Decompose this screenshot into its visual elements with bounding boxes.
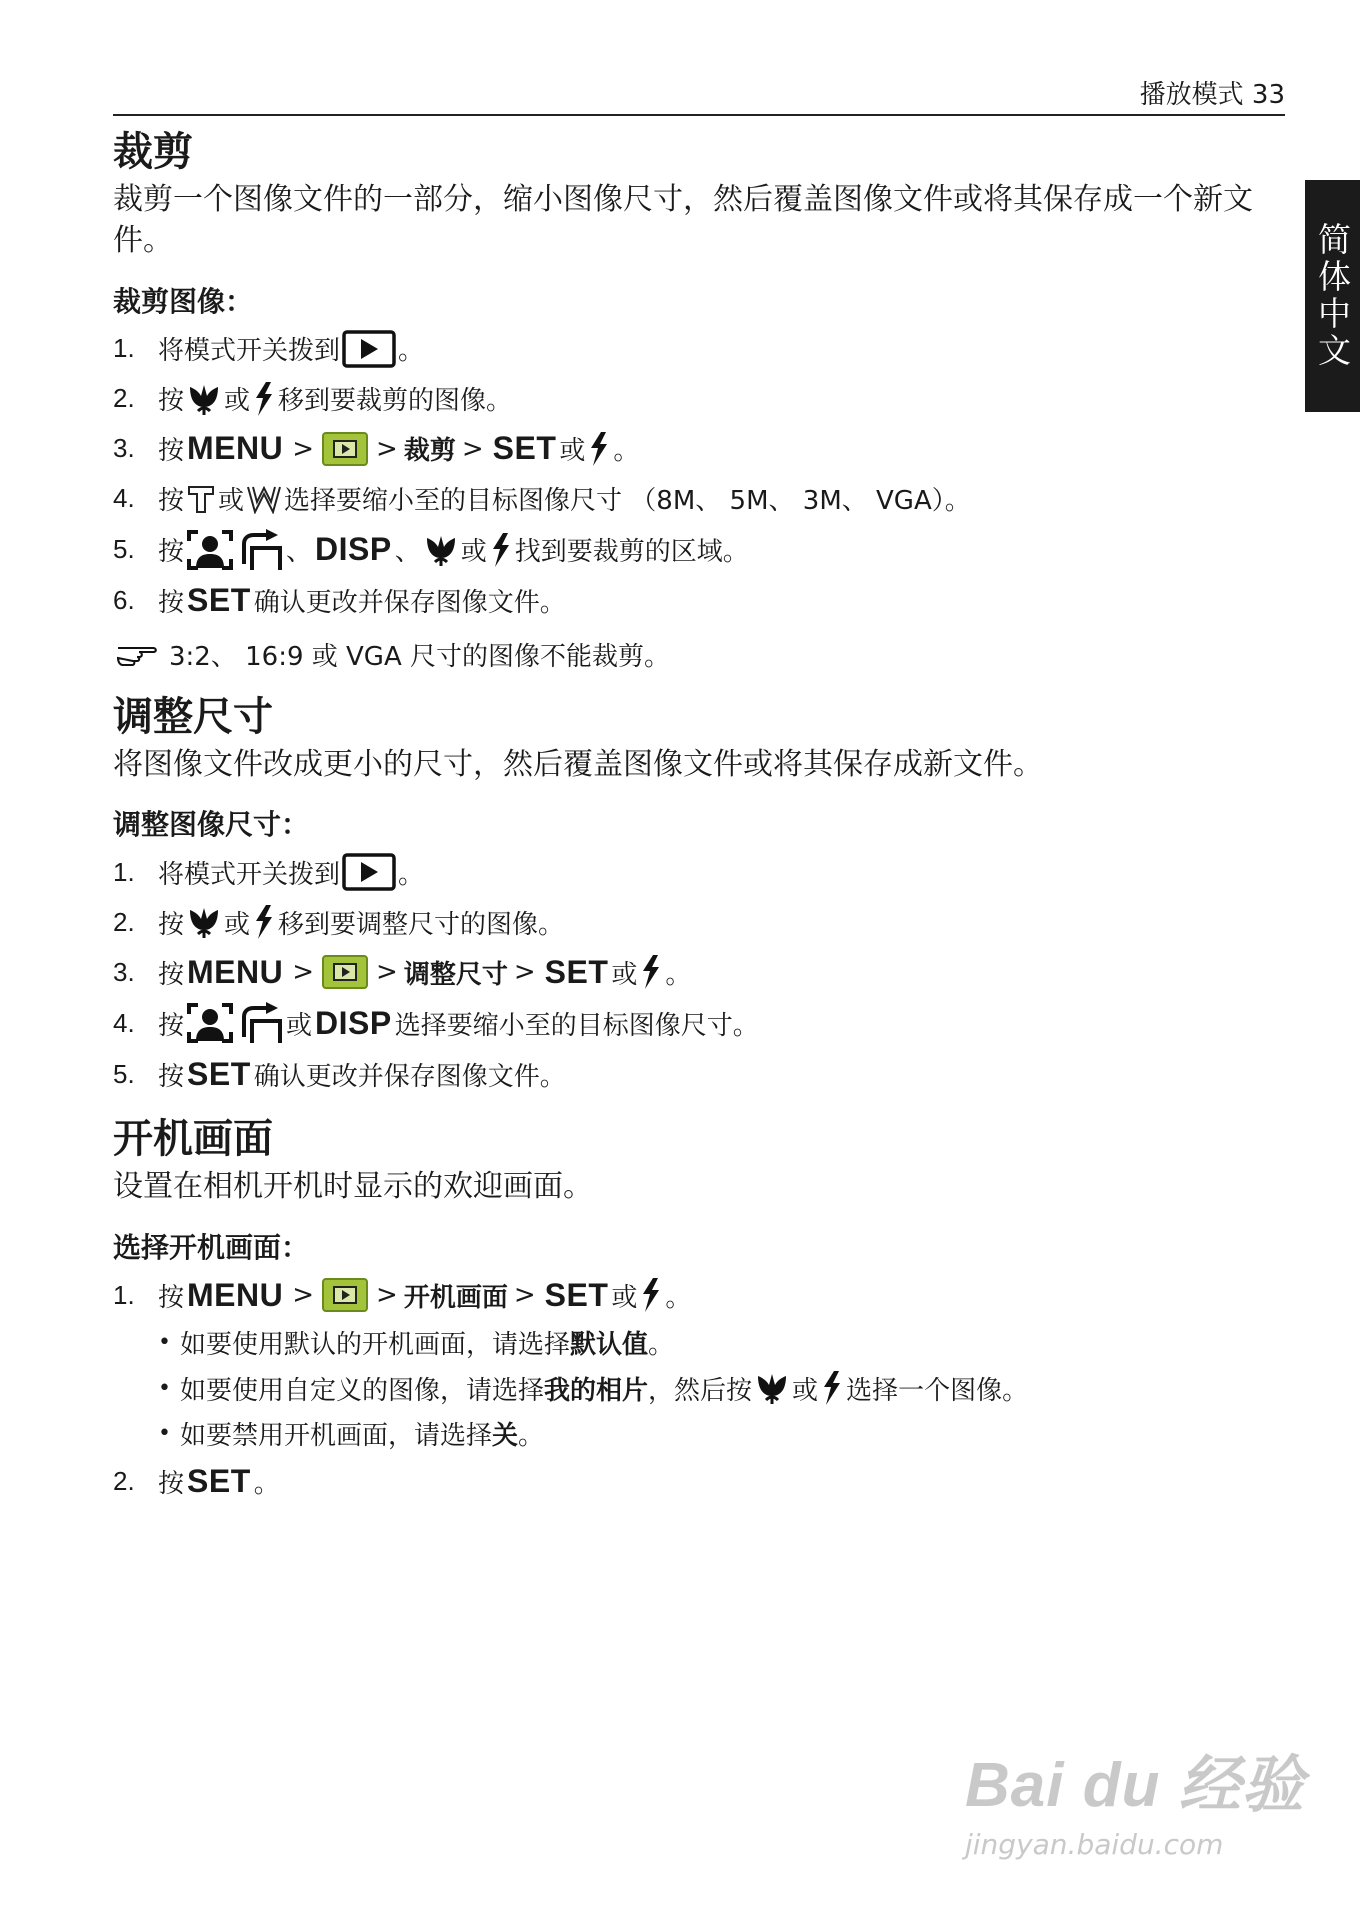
step-text: 、: [394, 537, 421, 568]
crop-step-2: [113, 378, 1285, 420]
step-text: 按: [158, 1010, 185, 1041]
watermark-logo: Bai du 经验: [965, 1751, 1305, 1820]
startup-bullet-2: [158, 1369, 1285, 1407]
disp-key-label: DISP: [315, 531, 392, 568]
step-text: 按: [158, 1282, 185, 1313]
step-text: 按: [158, 386, 185, 417]
playback-menu-icon: [322, 432, 368, 466]
menu-separator: >: [513, 1280, 536, 1311]
face-detect-icon: [186, 1002, 234, 1044]
step-text: 将模式开关拨到: [158, 336, 341, 367]
bullet-text: 如要使用默认的开机画面，请选择: [180, 1330, 571, 1361]
step-text: 按: [158, 588, 185, 619]
step-number: 1.: [113, 333, 135, 364]
step-text: 选择要缩小至的目标图像尺寸。: [394, 1010, 759, 1041]
step-text: 或: [559, 436, 586, 467]
step-number: 2.: [113, 383, 135, 414]
bullet-text: ，然后按: [648, 1375, 753, 1406]
playback-mode-icon: [342, 330, 396, 368]
flash-icon: [587, 430, 611, 468]
startup-bullet-1: [158, 1324, 1285, 1361]
crop-heading: 裁剪: [113, 129, 193, 175]
step-text: 按: [158, 486, 185, 517]
step-number: 3.: [113, 956, 135, 987]
startup-description: 设置在相机开机时显示的欢迎画面。: [113, 1169, 593, 1205]
menu-key-label: MENU: [187, 953, 284, 990]
startup-bullet-3: [158, 1415, 1285, 1452]
menu-item-label: 裁剪: [403, 436, 456, 467]
startup-step-2: [113, 1460, 1285, 1502]
step-text: 按: [158, 436, 185, 467]
menu-separator: >: [376, 433, 398, 464]
startup-subheading: 选择开机画面：: [113, 1231, 310, 1265]
crop-description: 裁剪一个图像文件的一部分，缩小图像尺寸，然后覆盖图像文件或将其保存成一个新文件。: [113, 182, 1253, 258]
startup-section: [113, 1113, 1285, 1502]
step-text: 找到要裁剪的区域。: [514, 537, 749, 568]
disp-key-label: DISP: [315, 1004, 392, 1041]
step-text: 确认更改并保存图像文件。: [253, 1061, 566, 1092]
menu-separator: >: [376, 957, 398, 988]
flash-icon: [252, 903, 276, 941]
step-text: 将模式开关拨到: [158, 859, 341, 890]
playback-menu-icon: [322, 1278, 368, 1312]
step-text: 或: [286, 1010, 313, 1041]
page-header-title: 播放模式 33: [1139, 80, 1285, 110]
startup-step-1: [113, 1274, 1285, 1316]
set-key-label: SET: [187, 582, 251, 619]
note-hand-icon: [115, 640, 161, 668]
step-text: 。: [665, 959, 692, 990]
menu-item-label: 开机画面: [403, 1282, 508, 1313]
resize-description: 将图像文件改成更小的尺寸，然后覆盖图像文件或将其保存成新文件。: [113, 746, 1043, 782]
step-text: 或: [218, 486, 245, 517]
startup-heading: 开机画面: [113, 1116, 273, 1163]
watermark-url: jingyan.baidu.com: [965, 1828, 1224, 1861]
macro-flower-icon: [186, 381, 222, 417]
flash-icon: [639, 1276, 663, 1314]
menu-separator: >: [461, 433, 484, 464]
bullet-dot-icon: •: [158, 1421, 171, 1447]
step-number: 6.: [113, 585, 135, 616]
wide-zoom-icon: [246, 484, 282, 514]
menu-item-label: 调整尺寸: [403, 959, 508, 990]
option-label-my-photo: 我的相片: [544, 1375, 649, 1406]
playback-mode-icon: [342, 853, 396, 891]
page-content: [113, 126, 1285, 1510]
step-number: 5.: [113, 1058, 135, 1089]
face-detect-icon: [186, 529, 234, 571]
flash-icon: [820, 1369, 844, 1407]
set-key-label: SET: [187, 1055, 251, 1092]
crop-step-6: [113, 580, 1285, 622]
step-number: 1.: [113, 856, 135, 887]
step-number: 4.: [113, 483, 135, 514]
macro-flower-icon: [754, 1370, 790, 1406]
crop-note: [113, 636, 1285, 673]
set-key-label: SET: [544, 1276, 609, 1313]
step-text: 或: [611, 1282, 638, 1313]
menu-separator: >: [292, 957, 315, 988]
step-number: 5.: [113, 534, 135, 565]
step-number: 4.: [113, 1007, 135, 1038]
rotate-icon: [238, 528, 284, 572]
crop-step-3: [113, 428, 1285, 470]
step-text: 确认更改并保存图像文件。: [253, 588, 566, 619]
set-key-label: SET: [187, 1462, 251, 1499]
menu-separator: >: [513, 957, 536, 988]
step-text: 。: [613, 436, 640, 467]
rotate-icon: [238, 1001, 284, 1045]
option-label-off: 关: [492, 1421, 519, 1452]
resize-heading: 调整尺寸: [113, 693, 273, 740]
menu-separator: >: [376, 1280, 398, 1311]
bullet-text: 如要使用自定义的图像，请选择: [180, 1375, 545, 1406]
step-text: 。: [253, 1468, 280, 1499]
menu-separator: >: [292, 433, 315, 464]
step-text: 。: [398, 336, 425, 367]
step-text: 按: [158, 959, 185, 990]
bullet-dot-icon: •: [158, 1330, 171, 1356]
crop-subheading: 裁剪图像：: [113, 284, 254, 318]
page-header: [113, 74, 1285, 116]
bullet-text: 选择一个图像。: [846, 1375, 1029, 1406]
resize-step-1: [113, 851, 1285, 893]
step-number: 3.: [113, 433, 135, 464]
menu-separator: >: [292, 1280, 315, 1311]
option-label-default: 默认值: [570, 1330, 649, 1361]
bullet-text: 如要禁用开机画面，请选择: [180, 1421, 493, 1452]
step-text: 移到要裁剪的图像。: [278, 386, 513, 417]
step-text: 或: [460, 537, 487, 568]
step-text: 或: [224, 909, 251, 940]
tele-zoom-icon: [186, 484, 216, 514]
note-text: 3:2、 16:9 或 VGA 尺寸的图像不能裁剪。: [169, 641, 671, 672]
bullet-text: 。: [518, 1421, 545, 1452]
crop-step-5: [113, 528, 1285, 572]
bullet-dot-icon: •: [158, 1375, 171, 1401]
crop-step-4: [113, 478, 1285, 520]
resize-step-5: [113, 1053, 1285, 1095]
step-text: 。: [398, 859, 425, 890]
macro-flower-icon: [186, 904, 222, 940]
step-text: 按: [158, 1468, 185, 1499]
step-number: 2.: [113, 906, 135, 937]
set-key-label: SET: [544, 953, 609, 990]
step-text: 按: [158, 1061, 185, 1092]
flash-icon: [639, 953, 663, 991]
resize-step-3: [113, 951, 1285, 993]
language-side-tab-label: 简体中文: [1313, 222, 1352, 370]
step-number: 1.: [113, 1279, 135, 1310]
step-text: 选择要缩小至的目标图像尺寸 （8M、 5M、 3M、 VGA）。: [284, 486, 971, 517]
macro-flower-icon: [423, 532, 459, 568]
flash-icon: [489, 531, 513, 569]
bullet-text: 。: [648, 1330, 675, 1361]
bullet-text: 或: [792, 1375, 819, 1406]
resize-section: [113, 691, 1285, 1096]
menu-key-label: MENU: [187, 1276, 284, 1313]
crop-step-1: [113, 328, 1285, 370]
step-text: 移到要调整尺寸的图像。: [278, 909, 565, 940]
crop-section: [113, 126, 1285, 673]
step-text: 按: [158, 537, 185, 568]
resize-step-4: [113, 1001, 1285, 1045]
step-text: 按: [158, 909, 185, 940]
menu-key-label: MENU: [187, 430, 284, 467]
step-number: 2.: [113, 1465, 135, 1496]
flash-icon: [252, 380, 276, 418]
step-text: 、: [286, 537, 313, 568]
playback-menu-icon: [322, 955, 368, 989]
step-text: 。: [665, 1282, 692, 1313]
resize-step-2: [113, 901, 1285, 943]
resize-subheading: 调整图像尺寸：: [113, 808, 310, 842]
set-key-label: SET: [492, 430, 557, 467]
step-text: 或: [611, 959, 638, 990]
language-side-tab: [1305, 180, 1360, 412]
baidu-watermark: [965, 1735, 1305, 1861]
step-text: 或: [224, 386, 251, 417]
